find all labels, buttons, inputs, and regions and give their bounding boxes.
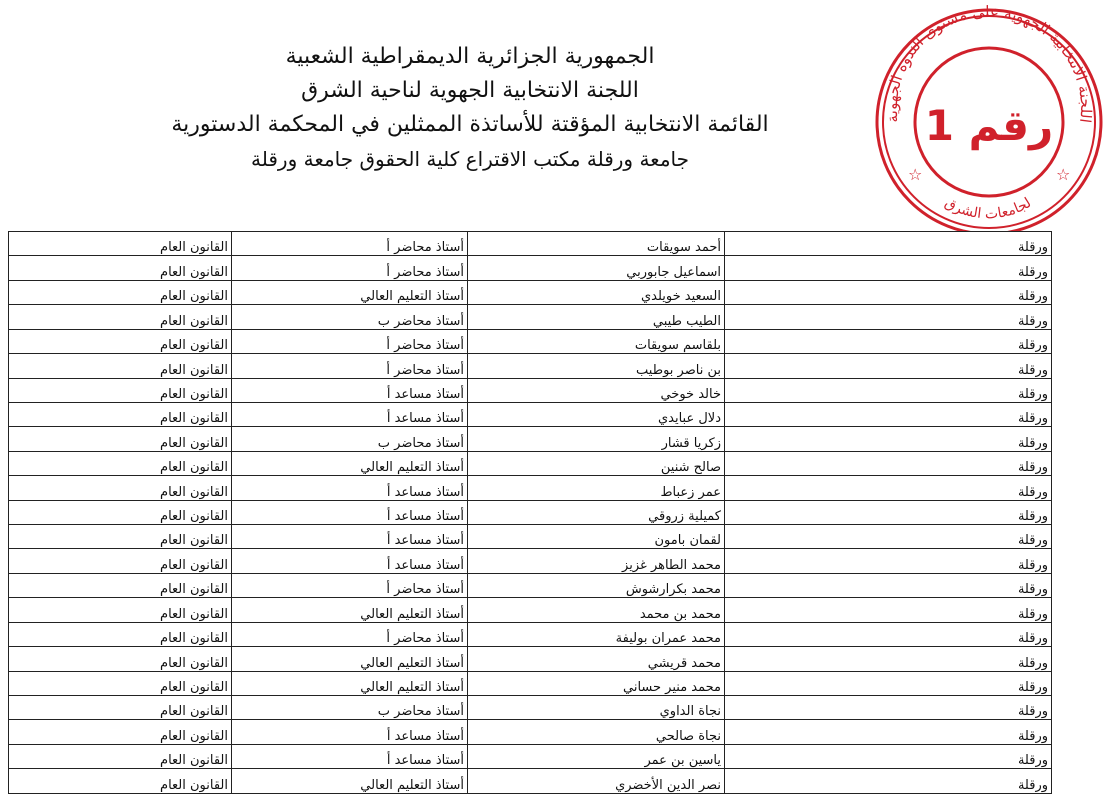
cell-name: ياسين بن عمر — [468, 744, 725, 768]
cell-name: دلال عبايدي — [468, 402, 725, 426]
table-row — [9, 451, 1052, 475]
table-row — [9, 622, 1052, 646]
table-row — [9, 769, 1052, 794]
cell-grade: أستاذ مساعد أ — [232, 525, 468, 549]
header-polling-office: جامعة ورقلة مكتب الاقتراع كلية الحقوق جامعة ورقلة — [251, 147, 689, 171]
cell-name: محمد عمران بوليفة — [468, 622, 725, 646]
cell-name: الطيب طيبي — [468, 305, 725, 329]
cell-field: القانون العام — [9, 280, 232, 304]
cell-grade: أستاذ التعليم العالي — [232, 451, 468, 475]
cell-city: ورقلة — [725, 744, 1052, 768]
cell-field: القانون العام — [9, 329, 232, 353]
cell-field: القانون العام — [9, 769, 232, 794]
cell-name: محمد بكرارشوش — [468, 573, 725, 597]
cell-name: نجاة صالحي — [468, 720, 725, 744]
cell-name: محمد منير حساني — [468, 671, 725, 695]
cell-field: القانون العام — [9, 720, 232, 744]
table-row — [9, 232, 1052, 256]
cell-grade: أستاذ مساعد أ — [232, 476, 468, 500]
svg-text:☆: ☆ — [1056, 165, 1071, 184]
cell-field: القانون العام — [9, 549, 232, 573]
cell-city: ورقلة — [725, 427, 1052, 451]
cell-city: ورقلة — [725, 378, 1052, 402]
table-row — [9, 573, 1052, 597]
cell-grade: أستاذ مساعد أ — [232, 378, 468, 402]
cell-name: لقمان بامون — [468, 525, 725, 549]
cell-grade: أستاذ محاضر أ — [232, 354, 468, 378]
cell-name: خالد خوخي — [468, 378, 725, 402]
table-row — [9, 329, 1052, 353]
cell-city: ورقلة — [725, 476, 1052, 500]
cell-grade: أستاذ مساعد أ — [232, 549, 468, 573]
cell-grade: أستاذ مساعد أ — [232, 744, 468, 768]
cell-field: القانون العام — [9, 573, 232, 597]
cell-city: ورقلة — [725, 573, 1052, 597]
cell-field: القانون العام — [9, 378, 232, 402]
cell-field: القانون العام — [9, 354, 232, 378]
cell-grade: أستاذ مساعد أ — [232, 720, 468, 744]
cell-name: زكريا قشار — [468, 427, 725, 451]
cell-grade: أستاذ مساعد أ — [232, 500, 468, 524]
cell-city: ورقلة — [725, 769, 1052, 794]
table-row — [9, 549, 1052, 573]
cell-grade: أستاذ محاضر أ — [232, 622, 468, 646]
table-row — [9, 402, 1052, 426]
svg-text:☆: ☆ — [908, 165, 923, 184]
cell-name: صالح شنين — [468, 451, 725, 475]
header-republic: الجمهورية الجزائرية الديمقراطية الشعبية — [285, 44, 655, 69]
table-row — [9, 378, 1052, 402]
cell-field: القانون العام — [9, 500, 232, 524]
cell-grade: أستاذ محاضر أ — [232, 573, 468, 597]
cell-city: ورقلة — [725, 305, 1052, 329]
cell-grade: أستاذ التعليم العالي — [232, 647, 468, 671]
cell-field: القانون العام — [9, 744, 232, 768]
cell-field: القانون العام — [9, 451, 232, 475]
cell-grade: أستاذ التعليم العالي — [232, 769, 468, 794]
cell-name: أحمد سويقات — [468, 232, 725, 256]
cell-city: ورقلة — [725, 720, 1052, 744]
cell-field: القانون العام — [9, 427, 232, 451]
table-row — [9, 354, 1052, 378]
cell-city: ورقلة — [725, 256, 1052, 280]
cell-name: بلقاسم سويقات — [468, 329, 725, 353]
voter-list-table — [8, 231, 1052, 794]
cell-grade: أستاذ محاضر ب — [232, 427, 468, 451]
table-row — [9, 500, 1052, 524]
table-row — [9, 696, 1052, 720]
cell-field: القانون العام — [9, 598, 232, 622]
cell-grade: أستاذ التعليم العالي — [232, 280, 468, 304]
cell-field: القانون العام — [9, 476, 232, 500]
cell-name: كميلية زروقي — [468, 500, 725, 524]
table-row — [9, 525, 1052, 549]
cell-city: ورقلة — [725, 671, 1052, 695]
cell-city: ورقلة — [725, 525, 1052, 549]
cell-field: القانون العام — [9, 647, 232, 671]
table-row — [9, 744, 1052, 768]
svg-text:اللجنة الانتخابية الجهوية على: اللجنة الانتخابية الجهوية على مستوى الندوة الجهوية — [882, 2, 1096, 124]
header-committee: اللجنة الانتخابية الجهوية لناحية الشرق — [301, 78, 639, 103]
cell-grade: أستاذ محاضر أ — [232, 232, 468, 256]
svg-text:لجامعات الشرق: لجامعات الشرق — [941, 194, 1035, 223]
document-header — [150, 40, 790, 176]
cell-city: ورقلة — [725, 598, 1052, 622]
cell-field: القانون العام — [9, 622, 232, 646]
official-stamp — [868, 2, 1108, 232]
cell-grade: أستاذ التعليم العالي — [232, 671, 468, 695]
stamp-seal-icon — [868, 2, 1108, 232]
cell-field: القانون العام — [9, 402, 232, 426]
table-row — [9, 256, 1052, 280]
table-row — [9, 305, 1052, 329]
cell-grade: أستاذ محاضر أ — [232, 329, 468, 353]
cell-name: نجاة الداوي — [468, 696, 725, 720]
cell-city: ورقلة — [725, 329, 1052, 353]
cell-name: السعيد خويلدي — [468, 280, 725, 304]
table-row — [9, 427, 1052, 451]
table-row — [9, 476, 1052, 500]
cell-city: ورقلة — [725, 622, 1052, 646]
cell-city: ورقلة — [725, 451, 1052, 475]
table-row — [9, 280, 1052, 304]
cell-city: ورقلة — [725, 647, 1052, 671]
cell-grade: أستاذ التعليم العالي — [232, 598, 468, 622]
cell-field: القانون العام — [9, 232, 232, 256]
cell-name: عمر زعباط — [468, 476, 725, 500]
header-list-title: القائمة الانتخابية المؤقتة للأساتذة الممثلين في المحكمة الدستورية — [171, 112, 769, 137]
cell-grade: أستاذ مساعد أ — [232, 402, 468, 426]
table-row — [9, 720, 1052, 744]
cell-field: القانون العام — [9, 305, 232, 329]
table-row — [9, 647, 1052, 671]
cell-field: القانون العام — [9, 671, 232, 695]
cell-grade: أستاذ محاضر ب — [232, 696, 468, 720]
cell-grade: أستاذ محاضر ب — [232, 305, 468, 329]
cell-grade: أستاذ محاضر أ — [232, 256, 468, 280]
svg-text:رقم 1: رقم 1 — [924, 101, 1054, 150]
cell-name: محمد قريشي — [468, 647, 725, 671]
cell-name: محمد بن محمد — [468, 598, 725, 622]
cell-name: بن ناصر بوطيب — [468, 354, 725, 378]
cell-name: محمد الطاهر غزيز — [468, 549, 725, 573]
cell-city: ورقلة — [725, 354, 1052, 378]
cell-field: القانون العام — [9, 525, 232, 549]
cell-city: ورقلة — [725, 696, 1052, 720]
cell-name: نصر الدين الأخضري — [468, 769, 725, 794]
cell-field: القانون العام — [9, 696, 232, 720]
cell-city: ورقلة — [725, 232, 1052, 256]
table-row — [9, 671, 1052, 695]
cell-city: ورقلة — [725, 402, 1052, 426]
cell-field: القانون العام — [9, 256, 232, 280]
cell-city: ورقلة — [725, 280, 1052, 304]
cell-city: ورقلة — [725, 500, 1052, 524]
table-row — [9, 598, 1052, 622]
cell-name: اسماعيل جابوربي — [468, 256, 725, 280]
cell-city: ورقلة — [725, 549, 1052, 573]
